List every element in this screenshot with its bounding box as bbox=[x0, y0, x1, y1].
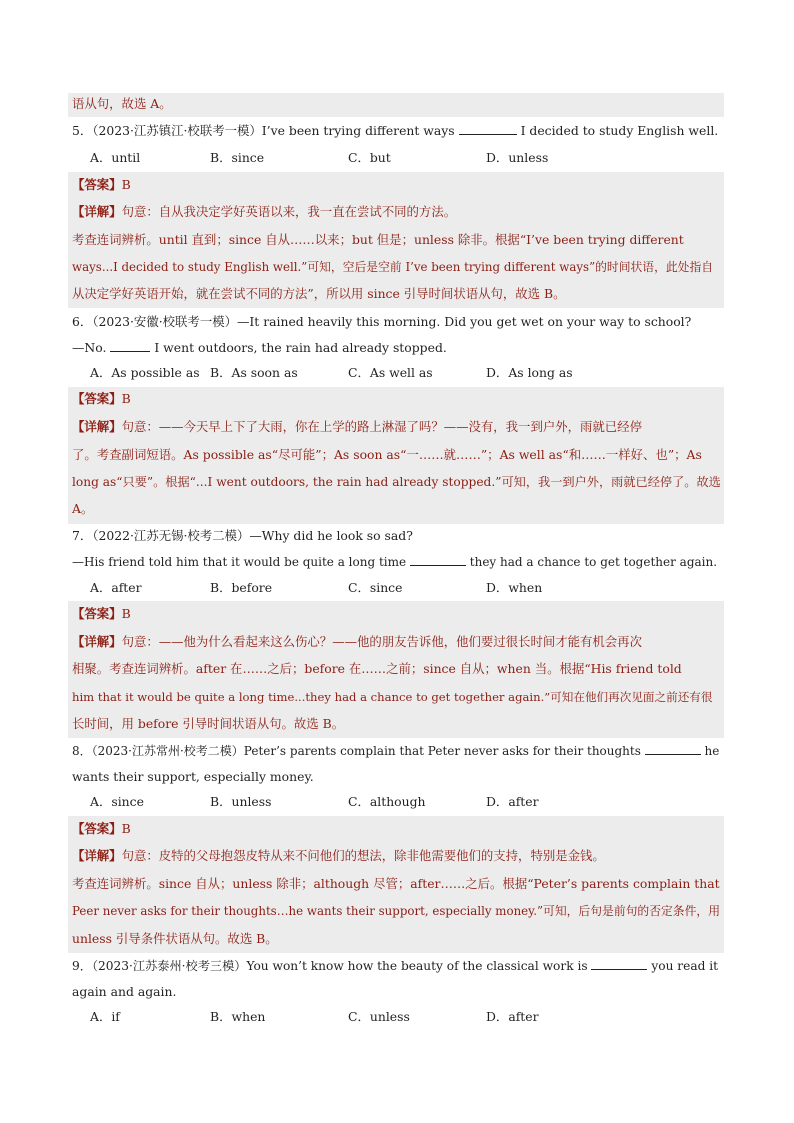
question-5-option-b: B．since bbox=[210, 150, 265, 165]
question-8-answer bbox=[72, 820, 131, 838]
question-7-answer bbox=[72, 605, 131, 623]
question-9-option-d: D．after bbox=[486, 1009, 539, 1024]
question-7-detail-line: 长时间，用 before 引导时间状语从句。故选 B。 bbox=[72, 716, 345, 731]
question-7-option-b: B．before bbox=[210, 580, 273, 595]
question-8-option-b: B．unless bbox=[210, 794, 272, 809]
question-7-stem: 7．（2022·江苏无锡·校考二模）—Why did he look so sad? bbox=[72, 528, 413, 543]
question-6-option-a: A．As possible as bbox=[90, 365, 200, 380]
question-6-detail-line: 了。考查副词短语。As possible as“尽可能”；As soon as“一……就……”；As well as“和……一样好、也”；As bbox=[72, 447, 702, 462]
question-7-detail-line: him that it would be quite a long time...they had a chance to get together again.”可知在他们再次见面之前还有很 bbox=[72, 690, 713, 704]
question-6-detail-line: A。 bbox=[72, 501, 94, 516]
question-7-detail-line bbox=[72, 633, 642, 651]
answer-blank bbox=[645, 742, 701, 755]
question-6-detail-line bbox=[72, 418, 642, 436]
question-8-stem bbox=[72, 742, 719, 760]
question-7-stem-part1: —His friend told him that it would be quite a long time bbox=[72, 555, 407, 569]
detail-label: 【详解】 bbox=[72, 634, 122, 649]
question-5-stem-part1: 5．（2023·江苏镇江·校联考一模）I’ve been trying different ways bbox=[72, 123, 455, 138]
answer-label: 【答案】 bbox=[72, 177, 122, 192]
question-7-option-c: C．since bbox=[348, 580, 403, 595]
question-9-option-a: A．if bbox=[90, 1009, 120, 1024]
question-5-detail-line: 考查连词辨析。until 直到；since 自从……以来；but 但是；unless 除非。根据“I’ve been trying different bbox=[72, 232, 684, 247]
question-6-answer bbox=[72, 390, 131, 408]
question-9-stem-part1: 9．（2023·江苏泰州·校考三模）You won’t know how the beauty of the classical work is bbox=[72, 959, 588, 973]
question-6-option-b: B．As soon as bbox=[210, 365, 298, 380]
question-7-detail-line: 相聚。考查连词辨析。after 在……之后；before 在……之前；since 自从；when 当。根据“His friend told bbox=[72, 661, 682, 676]
detail-text: 句意：皮特的父母抱怨皮特从来不问他们的想法，除非他需要他们的支持，特别是金钱。 bbox=[121, 848, 605, 863]
question-8-detail-line: Peer never asks for their thoughts…he wants their support, especially money.”可知，后句是前句的否定条件，用 bbox=[72, 904, 720, 918]
question-8-option-c: C．although bbox=[348, 794, 426, 809]
question-7-stem-part2: they had a chance to get together again. bbox=[469, 555, 718, 569]
question-9-stem-line2: again and again. bbox=[72, 984, 177, 999]
question-6-detail-line: long as“只要”。根据“...I went outdoors, the rain had already stopped.”可知，我一到户外，雨就已经停了。故选 bbox=[72, 475, 721, 489]
question-6-stem-line2 bbox=[72, 339, 447, 357]
question-7-option-a: A．after bbox=[90, 580, 142, 595]
answer-value: B bbox=[121, 821, 131, 836]
detail-label: 【详解】 bbox=[72, 204, 122, 219]
question-6-stem: 6．（2023·安徽·校联考一模）—It rained heavily this morning. Did you get wet on your way to school? bbox=[72, 314, 692, 329]
question-8-stem-part1: 8．（2023·江苏常州·校考二模）Peter’s parents complain that Peter never asks for their thoughts bbox=[72, 744, 641, 758]
detail-label: 【详解】 bbox=[72, 419, 122, 434]
question-9-option-c: C．unless bbox=[348, 1009, 410, 1024]
answer-value: B bbox=[121, 391, 131, 406]
question-8-option-d: D．after bbox=[486, 794, 539, 809]
question-7-stem-line2 bbox=[72, 553, 717, 571]
answer-label: 【答案】 bbox=[72, 606, 122, 621]
question-8-detail-line: unless 引导条件状语从句。故选 B。 bbox=[72, 931, 278, 946]
detail-text: 句意：自从我决定学好英语以来，我一直在尝试不同的方法。 bbox=[121, 204, 457, 219]
answer-value: B bbox=[121, 606, 131, 621]
answer-blank bbox=[459, 122, 517, 135]
question-7-option-d: D．when bbox=[486, 580, 543, 595]
question-8-stem-part2: he bbox=[704, 744, 720, 758]
question-6-option-d: D．As long as bbox=[486, 365, 573, 380]
question-6-stem-part2: I went outdoors, the rain had already stopped. bbox=[154, 340, 447, 355]
question-5-detail-line: ways...I decided to study English well.”可知，空后是空前 I’ve been trying different ways”的时间状语，此处指自 bbox=[72, 260, 714, 274]
detail-text: 句意：——今天早上下了大雨，你在上学的路上淋湿了吗？——没有，我一到户外，雨就已经停 bbox=[121, 419, 642, 434]
detail-label: 【详解】 bbox=[72, 848, 122, 863]
answer-label: 【答案】 bbox=[72, 821, 122, 836]
question-8-detail-line: 考查连词辨析。since 自从；unless 除非；although 尽管；after……之后。根据“Peter’s parents complain that bbox=[72, 876, 720, 891]
answer-label: 【答案】 bbox=[72, 391, 122, 406]
detail-text: 句意：——他为什么看起来这么伤心？——他的朋友告诉他，他们要过很长时间才能有机会再次 bbox=[121, 634, 642, 649]
question-8-stem-line2: wants their support, especially money. bbox=[72, 769, 314, 784]
question-9-stem-part2: you read it bbox=[651, 959, 719, 973]
previous-detail-tail: 语从句，故选 A。 bbox=[72, 96, 172, 111]
answer-blank bbox=[410, 553, 466, 566]
question-6-stem-part1: —No. bbox=[72, 340, 107, 355]
question-5-option-a: A．until bbox=[90, 150, 141, 165]
question-5-detail-line: 从决定学好英语开始，就在尝试不同的方法”，所以用 since 引导时间状语从句，故选 B。 bbox=[72, 286, 566, 301]
question-5-answer bbox=[72, 176, 131, 194]
question-5-detail-line bbox=[72, 203, 456, 221]
question-9-option-b: B．when bbox=[210, 1009, 266, 1024]
question-5-option-d: D．unless bbox=[486, 150, 549, 165]
question-8-detail-line bbox=[72, 847, 605, 865]
question-5-stem bbox=[72, 122, 718, 140]
answer-blank bbox=[591, 957, 647, 970]
question-6-option-c: C．As well as bbox=[348, 365, 433, 380]
answer-value: B bbox=[121, 177, 131, 192]
question-5-stem-part2: I decided to study English well. bbox=[520, 123, 719, 138]
question-8-option-a: A．since bbox=[90, 794, 144, 809]
answer-blank bbox=[110, 339, 150, 352]
question-5-option-c: C．but bbox=[348, 150, 391, 165]
question-9-stem bbox=[72, 957, 718, 975]
